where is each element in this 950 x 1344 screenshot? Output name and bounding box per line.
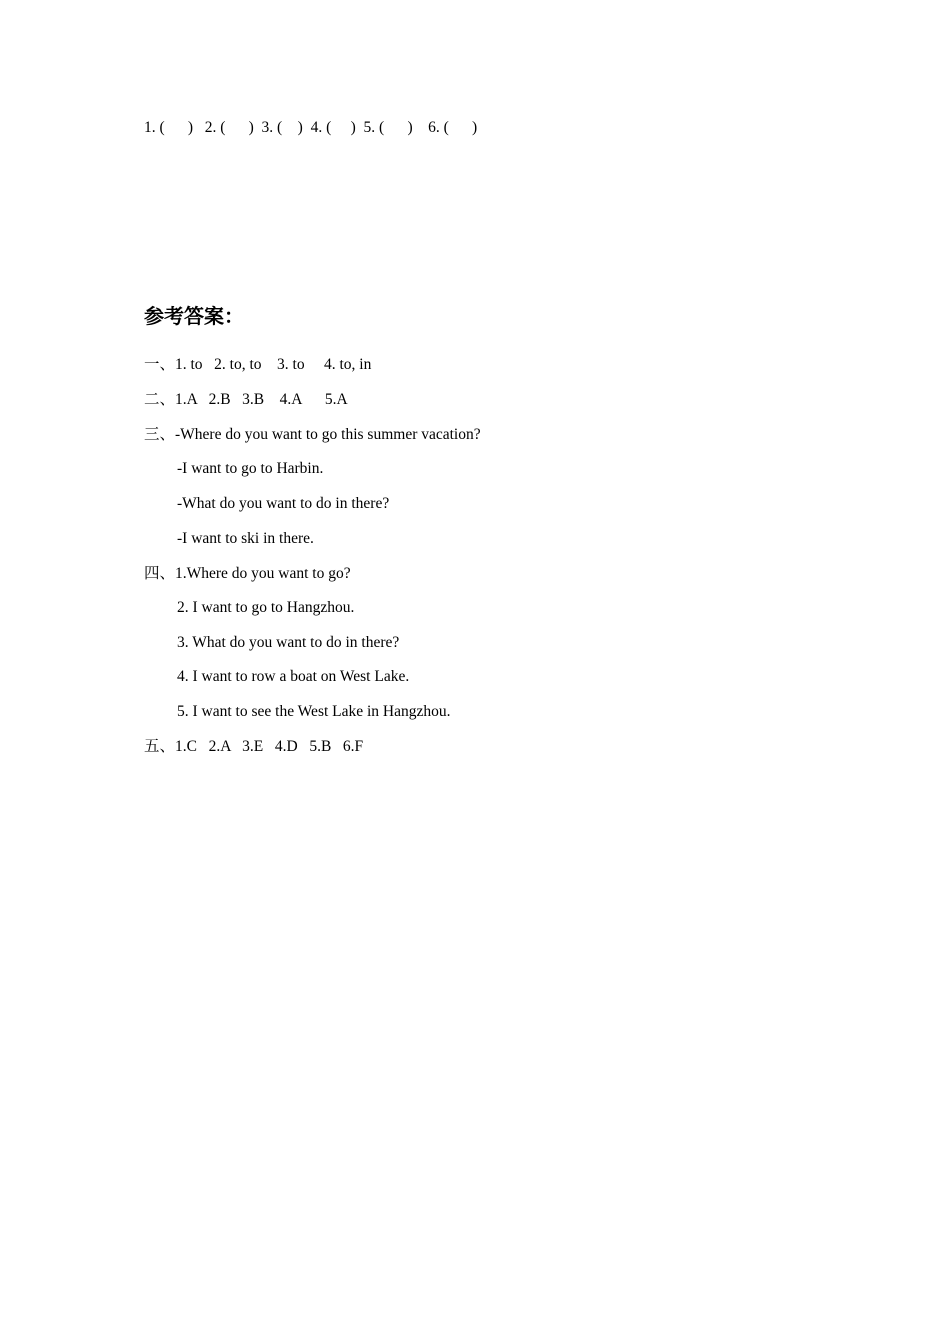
answer-section-4-line-4: 4. I want to row a boat on West Lake.	[177, 668, 410, 685]
answers-heading: 参考答案：	[144, 304, 244, 328]
answer-section-3-line-4: -I want to ski in there.	[177, 530, 314, 547]
answer-section-4-line-3: 3. What do you want to do in there?	[177, 634, 400, 651]
answer-section-1: 一、1. to 2. to, to 3. to 4. to, in	[144, 356, 372, 373]
answer-section-4-line-5: 5. I want to see the West Lake in Hangzhou.	[177, 703, 451, 720]
answer-section-4-line-1: 四、1.Where do you want to go?	[144, 565, 351, 582]
answer-section-4-line-2: 2. I want to go to Hangzhou.	[177, 599, 355, 616]
answer-section-3-line-3: -What do you want to do in there?	[177, 495, 390, 512]
answer-section-3-line-2: -I want to go to Harbin.	[177, 460, 324, 477]
answer-section-5: 五、1.C 2.A 3.E 4.D 5.B 6.F	[144, 738, 364, 755]
answer-blanks-line: 1. ( ) 2. ( ) 3. ( ) 4. ( ) 5. ( ) 6. ( )	[144, 119, 478, 136]
answer-section-2: 二、1.A 2.B 3.B 4.A 5.A	[144, 391, 348, 408]
answer-section-3-line-1: 三、-Where do you want to go this summer vacation?	[144, 426, 481, 443]
